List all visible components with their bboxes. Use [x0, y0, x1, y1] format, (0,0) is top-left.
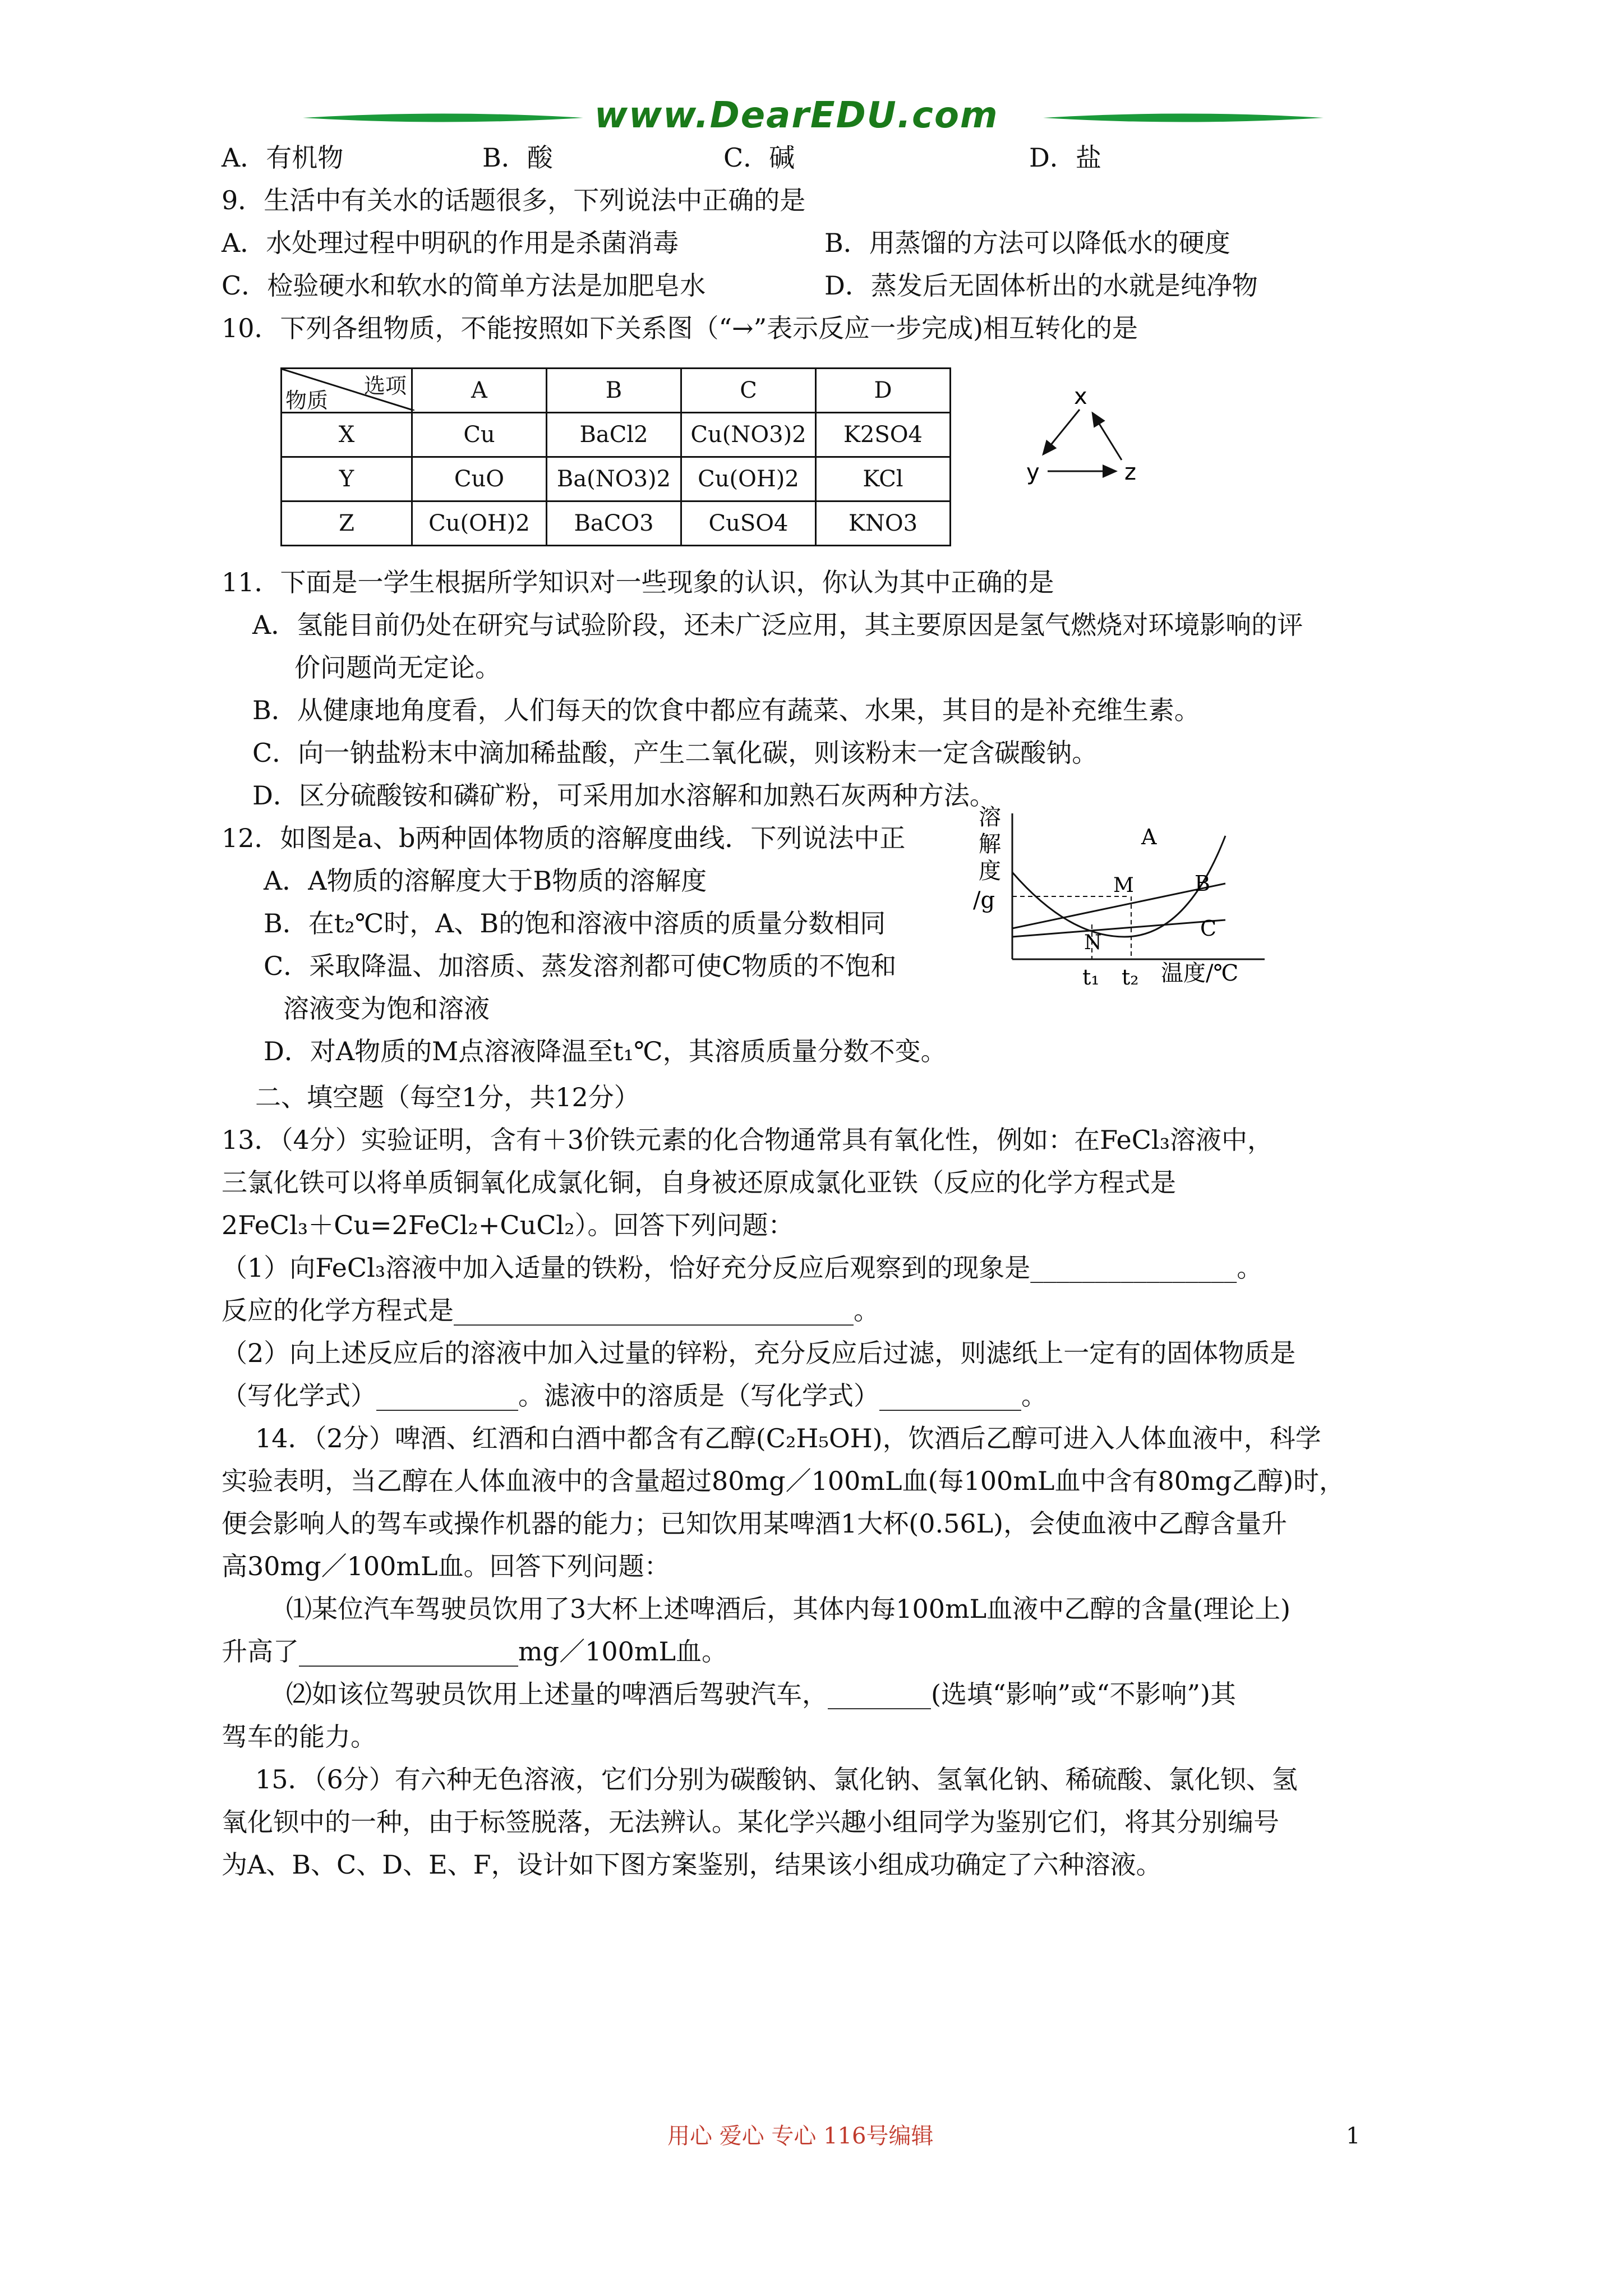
table-cell: Cu [412, 413, 547, 457]
curve-label-c: C [1200, 916, 1217, 941]
corner-bottom-label: 物质 [285, 388, 329, 413]
table-cell: BaCO3 [547, 501, 681, 546]
q8-option-c: C．碱 [723, 142, 795, 173]
q10-stem: 10．下列各组物质，不能按照如下关系图（“→”表示反应一步完成)相互转化的是 [222, 313, 1138, 343]
curve-label-a: A [1141, 825, 1157, 849]
header-site: www.DearEDU.com [594, 95, 999, 136]
q14-line2: 实验表明，当乙醇在人体血液中的含量超过80mg／100mL血(每100mL血中含有80mg乙醇)时， [222, 1466, 1345, 1496]
q9-option-a: A．水处理过程中明矾的作用是杀菌消毒 [222, 228, 679, 258]
table-cell: Ba(NO3)2 [547, 457, 681, 501]
table-cell: Cu(OH)2 [412, 501, 547, 546]
table-cell: Cu(NO3)2 [681, 413, 816, 457]
graph-ylabel-4: /g [973, 887, 995, 913]
q15-line2: 氧化钡中的一种，由于标签脱落，无法辨认。某化学兴趣小组同学为鉴别它们，将其分别编号 [222, 1807, 1279, 1837]
q11-option-a-line1: A．氢能目前仍处在研究与试验阶段，还未广泛应用，其主要原因是氢气燃烧对环境影响的评 [252, 610, 1303, 640]
diagram-label-z: z [1124, 459, 1136, 485]
diagram-label-x: x [1074, 387, 1087, 409]
q12-option-c-line2: 溶液变为饱和溶液 [283, 993, 490, 1024]
table-col-header: D [816, 369, 951, 413]
table-cell: Cu(OH)2 [681, 457, 816, 501]
table-col-header: C [681, 369, 816, 413]
table-row [282, 457, 951, 501]
tick-label-t2: t₂ [1122, 965, 1139, 990]
q8-option-d: D．盐 [1029, 142, 1101, 173]
q11-option-c: C．向一钠盐粉末中滴加稀盐酸，产生二氧化碳，则该粉末一定含碳酸钠。 [252, 738, 1098, 768]
q9-stem: 9．生活中有关水的话题很多，下列说法中正确的是 [222, 185, 806, 215]
q12-option-c-line1: C．采取降温、加溶质、蒸发溶剂都可使C物质的不饱和 [264, 951, 897, 981]
q9-option-b: B．用蒸馏的方法可以降低水的硬度 [824, 228, 1230, 258]
graph-ylabel-3: 度 [979, 858, 1001, 884]
q12-stem: 12．如图是a、b两种固体物质的溶解度曲线．下列说法中正 [222, 823, 906, 853]
diagram-label-y: y [1026, 459, 1040, 485]
table-cell: CuO [412, 457, 547, 501]
table-cell: CuSO4 [681, 501, 816, 546]
q10-relation-diagram [1015, 387, 1161, 499]
section-title: 二、填空题（每空1分，共12分） [255, 1082, 640, 1112]
q13-line4: （1）向FeCl₃溶液中加入适量的铁粉，恰好充分反应后观察到的现象是________________。 [222, 1253, 1263, 1283]
graph-ylabel-1: 溶 [979, 804, 1001, 830]
q15-line3: 为A、B、C、D、E、F，设计如下图方案鉴别，结果该小组成功确定了六种溶液。 [222, 1849, 1162, 1880]
q14-line5: ⑴某位汽车驾驶员饮用了3大杯上述啤酒后，其体内每100mL血液中乙醇的含量(理论上) [286, 1594, 1291, 1624]
q8-option-b: B．酸 [482, 142, 553, 173]
q13-line3: 2FeCl₃＋Cu=2FeCl₂+CuCl₂）。回答下列问题： [222, 1210, 794, 1240]
q10-table [280, 367, 951, 546]
q14-line3: 便会影响人的驾车或操作机器的能力；已知饮用某啤酒1大杯(0.56L)，会使血液中乙醇含量升 [222, 1508, 1288, 1539]
q9-option-d: D．蒸发后无固体析出的水就是纯净物 [824, 270, 1258, 301]
graph-xlabel: 温度/℃ [1161, 960, 1239, 986]
q11-stem: 11．下面是一学生根据所学知识对一些现象的认识，你认为其中正确的是 [222, 567, 1054, 597]
table-row [282, 413, 951, 457]
q13-line7: （写化学式）___________。滤液中的溶质是（写化学式）___________。 [222, 1381, 1047, 1411]
q14-line7: ⑵如该位驾驶员饮用上述量的啤酒后驾驶汽车，________(选填“影响”或“不影响”)其 [286, 1679, 1236, 1709]
table-cell: K2SO4 [816, 413, 951, 457]
q14-line6: 升高了_________________mg／100mL血。 [222, 1636, 728, 1667]
q12-option-d: D．对A物质的M点溶液降温至t₁℃，其溶质质量分数不变。 [264, 1036, 947, 1066]
corner-top-label: 选项 [363, 374, 407, 398]
q12-option-b: B．在t₂℃时，A、B的饱和溶液中溶质的质量分数相同 [264, 908, 886, 938]
q11-option-b: B．从健康地角度看，人们每天的饮食中都应有蔬菜、水果，其目的是补充维生素。 [252, 695, 1200, 725]
table-cell: Y [282, 457, 412, 501]
table-cell: Z [282, 501, 412, 546]
graph-ylabel-2: 解 [979, 831, 1001, 857]
table-cell: X [282, 413, 412, 457]
q14-line4: 高30mg／100mL血。回答下列问题： [222, 1551, 670, 1581]
q14-line8: 驾车的能力。 [222, 1722, 376, 1752]
q12-solubility-graph [962, 802, 1276, 999]
q13-line6: （2）向上述反应后的溶液中加入过量的锌粉，充分反应后过滤，则滤纸上一定有的固体物质是 [222, 1338, 1296, 1368]
q11-option-d: D．区分硫酸铵和磷矿粉，可采用加水溶解和加熟石灰两种方法。 [252, 780, 995, 811]
point-label-n: N [1084, 931, 1102, 954]
tick-label-t1: t₁ [1082, 965, 1100, 990]
table-col-header: A [412, 369, 547, 413]
table-row [282, 501, 951, 546]
table-col-header: B [547, 369, 681, 413]
table-cell: KCl [816, 457, 951, 501]
curve-label-b: B [1195, 871, 1210, 896]
point-label-m: M [1113, 874, 1134, 897]
footer-text: 用心 爱心 专心 116号编辑 [667, 2123, 934, 2149]
q14-line1: 14．（2分）啤酒、红酒和白酒中都含有乙醇(C₂H₅OH)，饮酒后乙醇可进入人体血液中，科学 [255, 1423, 1321, 1453]
q13-line1: 13．（4分）实验证明，含有＋3价铁元素的化合物通常具有氧化性，例如：在FeCl₃溶液中， [222, 1125, 1274, 1155]
table-cell: KNO3 [816, 501, 951, 546]
q13-line2: 三氯化铁可以将单质铜氧化成氯化铜，自身被还原成氯化亚铁（反应的化学方程式是 [222, 1167, 1176, 1198]
table-corner-cell [282, 369, 412, 413]
page-number: 1 [1346, 2123, 1361, 2149]
q13-line5: 反应的化学方程式是_______________________________。 [222, 1295, 879, 1326]
q11-option-a-line2: 价问题尚无定论。 [294, 652, 501, 683]
q15-line1: 15．（6分）有六种无色溶液，它们分别为碳酸钠、氯化钠、氢氧化钠、稀硫酸、氯化钡、氢 [255, 1764, 1298, 1795]
table-cell: BaCl2 [547, 413, 681, 457]
q12-option-a: A．A物质的溶解度大于B物质的溶解度 [264, 866, 707, 896]
q8-option-a: A．有机物 [222, 142, 344, 173]
q9-option-c: C．检验硬水和软水的简单方法是加肥皂水 [222, 270, 706, 301]
